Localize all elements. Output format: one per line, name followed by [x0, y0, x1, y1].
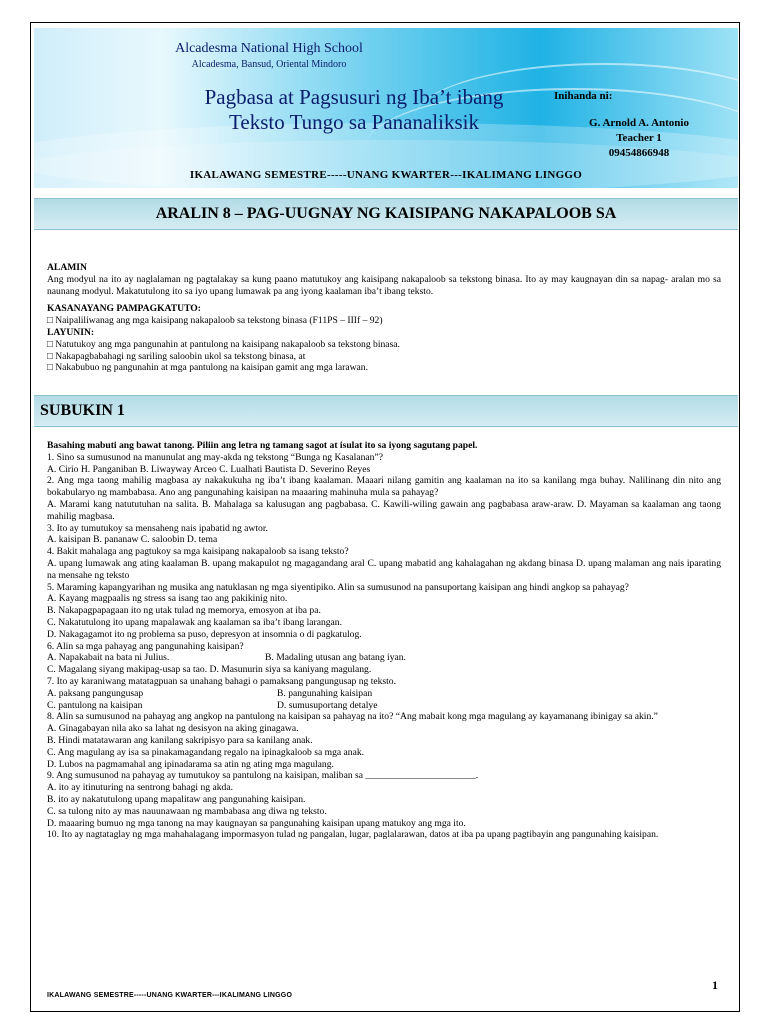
question-line: B. Nakapagpapagaan ito ng utak tulad ng memorya, emosyon at iba pa. [47, 605, 321, 617]
author-position: Teacher 1 [616, 132, 662, 144]
question-line: A. Kayang magpaalis ng stress sa isang tao ang pakikinig nito. [47, 593, 288, 605]
page-footer: IKALAWANG SEMESTRE-----UNANG KWARTER---IKALIMANG LINGGO [47, 992, 293, 999]
prepared-by-label: Inihanda ni: [554, 90, 613, 102]
question-line: 6. Alin sa mga pahayag ang pangunahing kaisipan? [47, 640, 244, 652]
question-line: 5. Maraming kapangyarihan ng musika ang natuklasan ng mga siyentipiko. Alin sa sumusunod na pansuportang kaisipan ang hindi angkop sa pahayag? [47, 581, 629, 593]
banner-footer: IKALAWANG SEMESTRE-----UNANG KWARTER---IKALIMANG LINGGO [189, 169, 583, 181]
q7-option: D. sumusuportang detalye [277, 699, 378, 711]
question-line: 1. Sino sa sumusunod na manunulat ang may-akda ng tekstong “Bunga ng Kasalanan”? [47, 451, 383, 463]
school-address: Alcadesma, Bansud, Oriental Mindoro [191, 59, 347, 70]
question-line: 2. Ang mga taong mahilig magbasa ay nakakukuha ng iba’t ibang kaalaman. Maaari nilang gamitin ang kaalaman na ito sa kanilang mga buhay. Nalilinang din nito ang bokabularyo ng mambabasa. Ano ang pangunahing kaisipan na maaaring mahinuha mula sa pahayag? [47, 475, 721, 499]
header-banner [34, 28, 738, 188]
question-line: A. Cirio H. Panganiban B. Liwayway Arceo C. Lualhati Bautista D. Severino Reyes [47, 463, 371, 475]
aralin-title: ARALIN 8 – PAG-UUGNAY NG KAISIPANG NAKAPALOOB SA [155, 205, 617, 222]
alamin-body: Ang modyul na ito ay naglalaman ng pagtalakay sa kung paano matutukoy ang kaisipang nakapaloob sa tekstong binasa. Ito ay may kaugnayan din sa napag- aralan mo sa naunang modyul. Makatutulong ito sa iyo upang lumawak pa ang iyong kaalaman iba’t ibang teksto. [47, 273, 721, 297]
alamin-heading: ALAMIN [47, 262, 87, 273]
question-line: D. maaaring bumuo ng mga tanong na may kaugnayan sa pangunahing kaisipan upang matukoy ang mga ito. [47, 817, 466, 829]
question-line: A. Ginagabayan nila ako sa lahat ng desisyon na aking ginagawa. [47, 723, 299, 735]
question-line: 10. Ito ay nagtataglay ng mga mahahalagang impormasyon tulad ng pangalan, lugar, paglalarawan, datos at iba pa upang pagtibayin ang pangunahing kaisipan. [47, 829, 659, 841]
question-line: B. ito ay nakatutulong upang mapalitaw ang pangunahing kaisipan. [47, 793, 306, 805]
q7-options-row [47, 700, 721, 712]
layunin-item: □ Nakabubuo ng pangunahin at mga pantulong na kaisipan gamit ang mga larawan. [47, 362, 368, 374]
question-line: 9. Ang sumusunod na pahayag ay tumutukoy sa pantulong na kaisipan, maliban sa _______________________. [47, 770, 479, 782]
author-info [554, 116, 724, 161]
question-line: A. ito ay itinuturing na sentrong bahagi ng akda. [47, 782, 233, 794]
question-line: B. Hindi matatawaran ang kanilang sakripisyo para sa kanilang anak. [47, 734, 313, 746]
layunin-heading: LAYUNIN: [47, 326, 95, 338]
kasanayan-heading: KASANAYANG PAMPAGKATUTO: [47, 303, 201, 315]
layunin-item: □ Natutukoy ang mga pangunahin at pantulong na kaisipang nakapaloob sa tekstong binasa. [47, 338, 400, 350]
question-line: 7. Ito ay karaniwang matatagpuan sa unahang bahagi o pamaksang pangungusap ng teksto. [47, 675, 397, 687]
question-line: A. Marami kang natututuhan na salita. B. Mahalaga sa kalusugan ang pagbabasa. C. Kawili-wiling gawain ang pagbabasa araw-araw. D. Mayaman sa kaalaman ang taong mahilig magbasa. [47, 498, 721, 522]
subukin-title-bar [34, 395, 738, 427]
q6-option: A. Napakabait na bata ni Julius. [47, 652, 170, 664]
subukin-title: SUBUKIN 1 [40, 402, 125, 419]
q6-option: B. Madaling utusan ang batang iyan. [265, 652, 406, 664]
q7-option: B. pangunahing kaisipan [277, 687, 373, 699]
subukin-section [47, 440, 721, 841]
question-line: D. Nakagagamot ito ng problema sa puso, depresyon at insomnia o di pagkatulog. [47, 628, 362, 640]
author-name: G. Arnold A. Antonio [589, 117, 689, 129]
question-line: C. sa tulong nito ay mas nauunawaan ng mambabasa ang diwa ng teksto. [47, 805, 327, 817]
subject-title: Pagbasa at Pagsusuri ng Iba’t ibang Teksto Tungo sa Pananaliksik [204, 85, 504, 134]
q6-option: C. Magalang siyang makipag-usap sa tao. D. Masunurin siya sa kaniyang magulang. [47, 664, 372, 676]
q7-options-row [47, 688, 721, 700]
subukin-instruction: Basahing mabuti ang bawat tanong. Piliin ang letra ng tamang sagot at isulat ito sa iyong sagutang papel. [47, 440, 478, 451]
question-line: C. Nakatutulong ito upang mapalawak ang kaalaman sa iba’t ibang larangan. [47, 616, 343, 628]
page-number: 1 [712, 978, 718, 992]
question-line: A. upang lumawak ang ating kaalaman B. upang makapulot ng magagandang aral C. upang mabatid ang kahalagahan ng akdang binasa D. upang malaman ang nais iparating na mensahe ng teksto [47, 557, 721, 581]
aralin-title-bar [34, 198, 738, 230]
question-line: 3. Ito ay tumutukoy sa mensaheng nais ipabatid ng awtor. [47, 522, 268, 534]
question-line: D. Lubos na pagmamahal ang ipinadarama sa atin ng ating mga magulang. [47, 758, 334, 770]
q7-option: A. paksang pangungusap [47, 687, 144, 699]
question-line: A. kaisipan B. pananaw C. saloobin D. tema [47, 534, 218, 546]
author-phone: 09454866948 [608, 147, 670, 159]
school-name: Alcadesma National High School [175, 41, 363, 56]
kasanayan-item: □ Naipaliliwanag ang mga kaisipang nakapaloob sa tekstong binasa (F11PS – IIIf – 92) [47, 315, 383, 327]
question-line: 4. Bakit mahalaga ang pagtukoy sa mga kaisipang nakapaloob sa isang teksto? [47, 546, 349, 558]
layunin-item: □ Nakapagbabahagi ng sariling saloobin ukol sa tekstong binasa, at [47, 350, 306, 362]
question-line: 8. Alin sa sumusunod na pahayag ang angkop na pantulong na kaisipan sa pahayag na ito? “Ang mabait kong mga magulang ay kayamanang ibinigay sa akin.” [47, 711, 658, 723]
intro-section [47, 262, 721, 374]
q6-options-row [47, 652, 721, 664]
q7-option: C. pantulong na kaisipan [47, 699, 143, 711]
question-line: C. Ang magulang ay isa sa pinakamagandang regalo na ipinagkaloob sa mga anak. [47, 746, 365, 758]
